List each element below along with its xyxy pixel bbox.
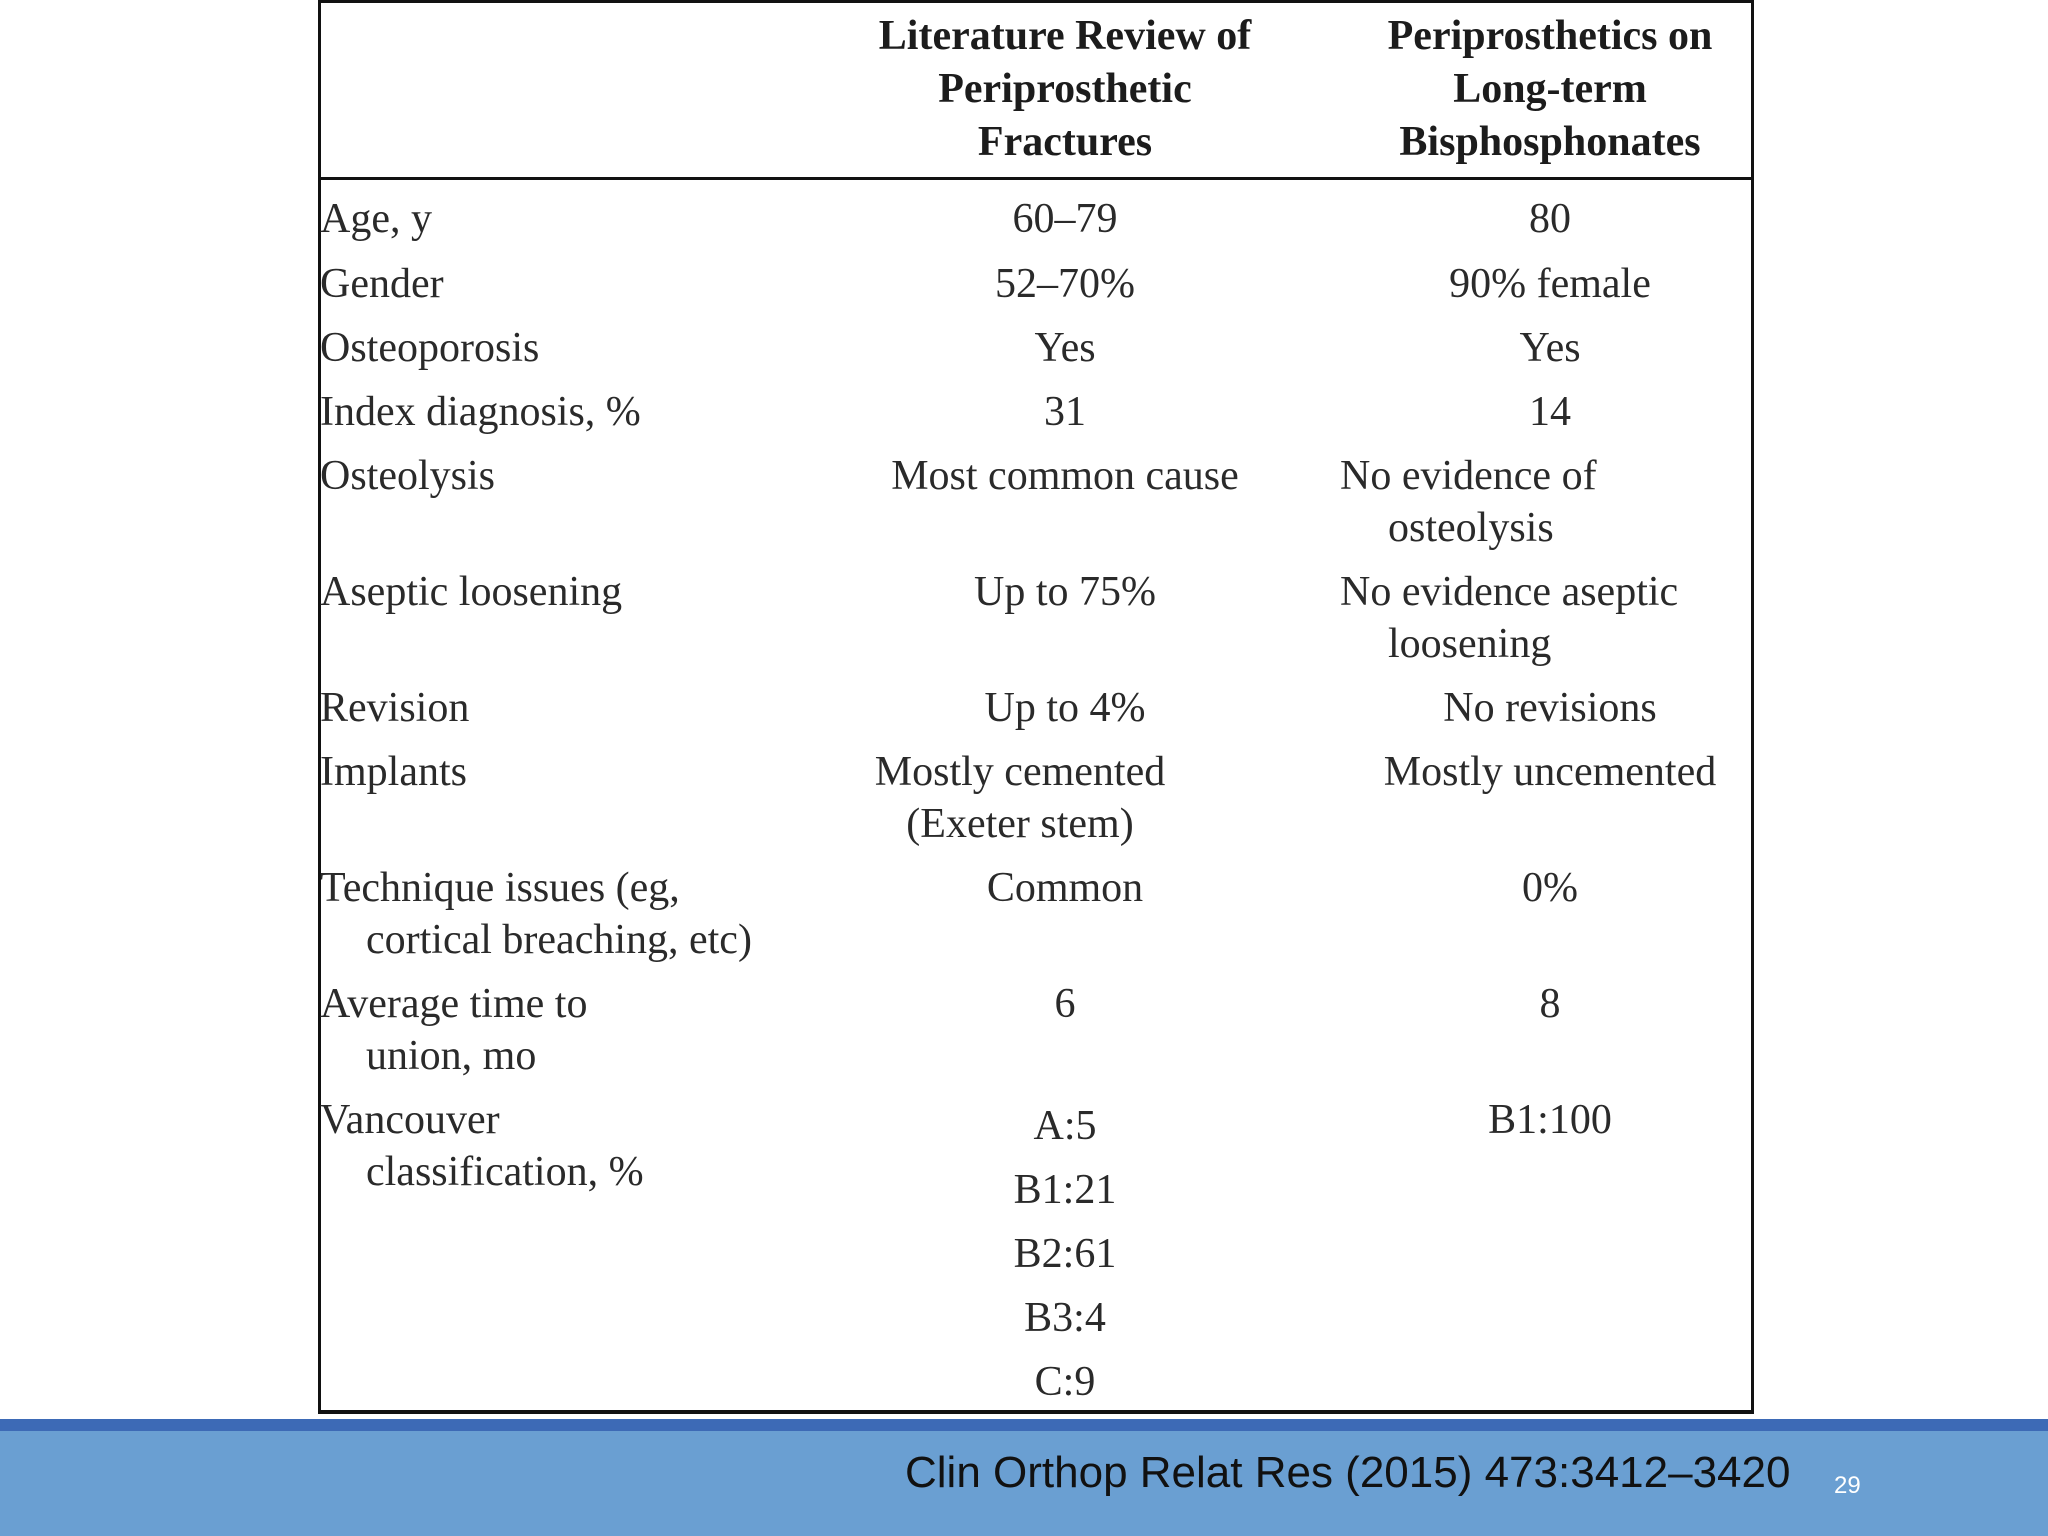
citation-text: Clin Orthop Relat Res (2015) 473:3412–3420	[905, 1448, 1791, 1497]
cell-osteolysis-literature: Most common cause	[891, 453, 1239, 499]
footer-accent-line	[0, 1419, 2048, 1431]
column-header-line: Bisphosphonates	[1399, 119, 1701, 165]
row-label-implants: Implants	[320, 749, 467, 795]
cell-osteoporosis-literature: Yes	[1034, 325, 1096, 371]
column-header-line: Periprosthetics on	[1387, 13, 1713, 59]
row-label-revision: Revision	[320, 685, 470, 731]
cell-aseptic-loosening-bisphosphonates: No evidence aseptic loosening	[1340, 569, 1679, 667]
row-label-gender: Gender	[320, 261, 444, 307]
row-label-aseptic-loosening: Aseptic loosening	[320, 569, 623, 615]
column-header-line: Periprosthetic	[938, 66, 1192, 112]
column-header-line: Literature Review of	[878, 13, 1252, 59]
cell-aseptic-loosening-literature: Up to 75%	[974, 569, 1156, 615]
column-header-bisphosphonates	[1320, 10, 1780, 169]
cell-technique-literature: Common	[986, 865, 1144, 911]
row-label-osteoporosis: Osteoporosis	[320, 325, 540, 371]
cell-revision-literature: Up to 4%	[984, 685, 1146, 731]
cell-age-literature: 60–79	[1012, 196, 1118, 242]
row-label-age: Age, y	[320, 196, 432, 242]
row-label-osteolysis: Osteolysis	[320, 453, 496, 499]
cell-age-bisphosphonates: 80	[1529, 196, 1571, 242]
cell-union-bisphosphonates: 8	[1539, 981, 1561, 1027]
row-label-technique-issues: Technique issues (eg, cortical breaching, etc)	[320, 865, 752, 963]
cell-implants-bisphosphonates: Mostly uncemented	[1383, 749, 1717, 795]
cell-index-diagnosis-literature: 31	[1044, 389, 1086, 435]
column-header-line: Fractures	[977, 119, 1153, 165]
cell-vancouver-bisphosphonates: B1:100	[1488, 1097, 1612, 1143]
cell-gender-literature: 52–70%	[995, 261, 1135, 307]
cell-implants-literature: Mostly cemented (Exeter stem)	[874, 749, 1166, 847]
slide-number: 29	[1834, 1472, 1861, 1499]
row-label-index-diagnosis: Index diagnosis, %	[320, 389, 641, 435]
cell-union-literature: 6	[1054, 981, 1076, 1027]
header-divider	[318, 177, 1754, 180]
column-header-literature-review	[840, 10, 1290, 169]
cell-osteolysis-bisphosphonates: No evidence of osteolysis	[1340, 453, 1597, 551]
row-label-vancouver: Vancouver classification, %	[320, 1097, 644, 1195]
cell-vancouver-literature: A:5 B1:21 B2:61 B3:4 C:9	[1013, 1103, 1117, 1405]
cell-gender-bisphosphonates: 90% female	[1449, 261, 1651, 307]
cell-technique-bisphosphonates: 0%	[1522, 865, 1578, 911]
cell-revision-bisphosphonates: No revisions	[1443, 685, 1657, 731]
row-label-time-to-union: Average time to union, mo	[320, 981, 588, 1079]
column-header-line: Long-term	[1453, 66, 1647, 112]
cell-index-diagnosis-bisphosphonates: 14	[1529, 389, 1571, 435]
cell-osteoporosis-bisphosphonates: Yes	[1519, 325, 1581, 371]
